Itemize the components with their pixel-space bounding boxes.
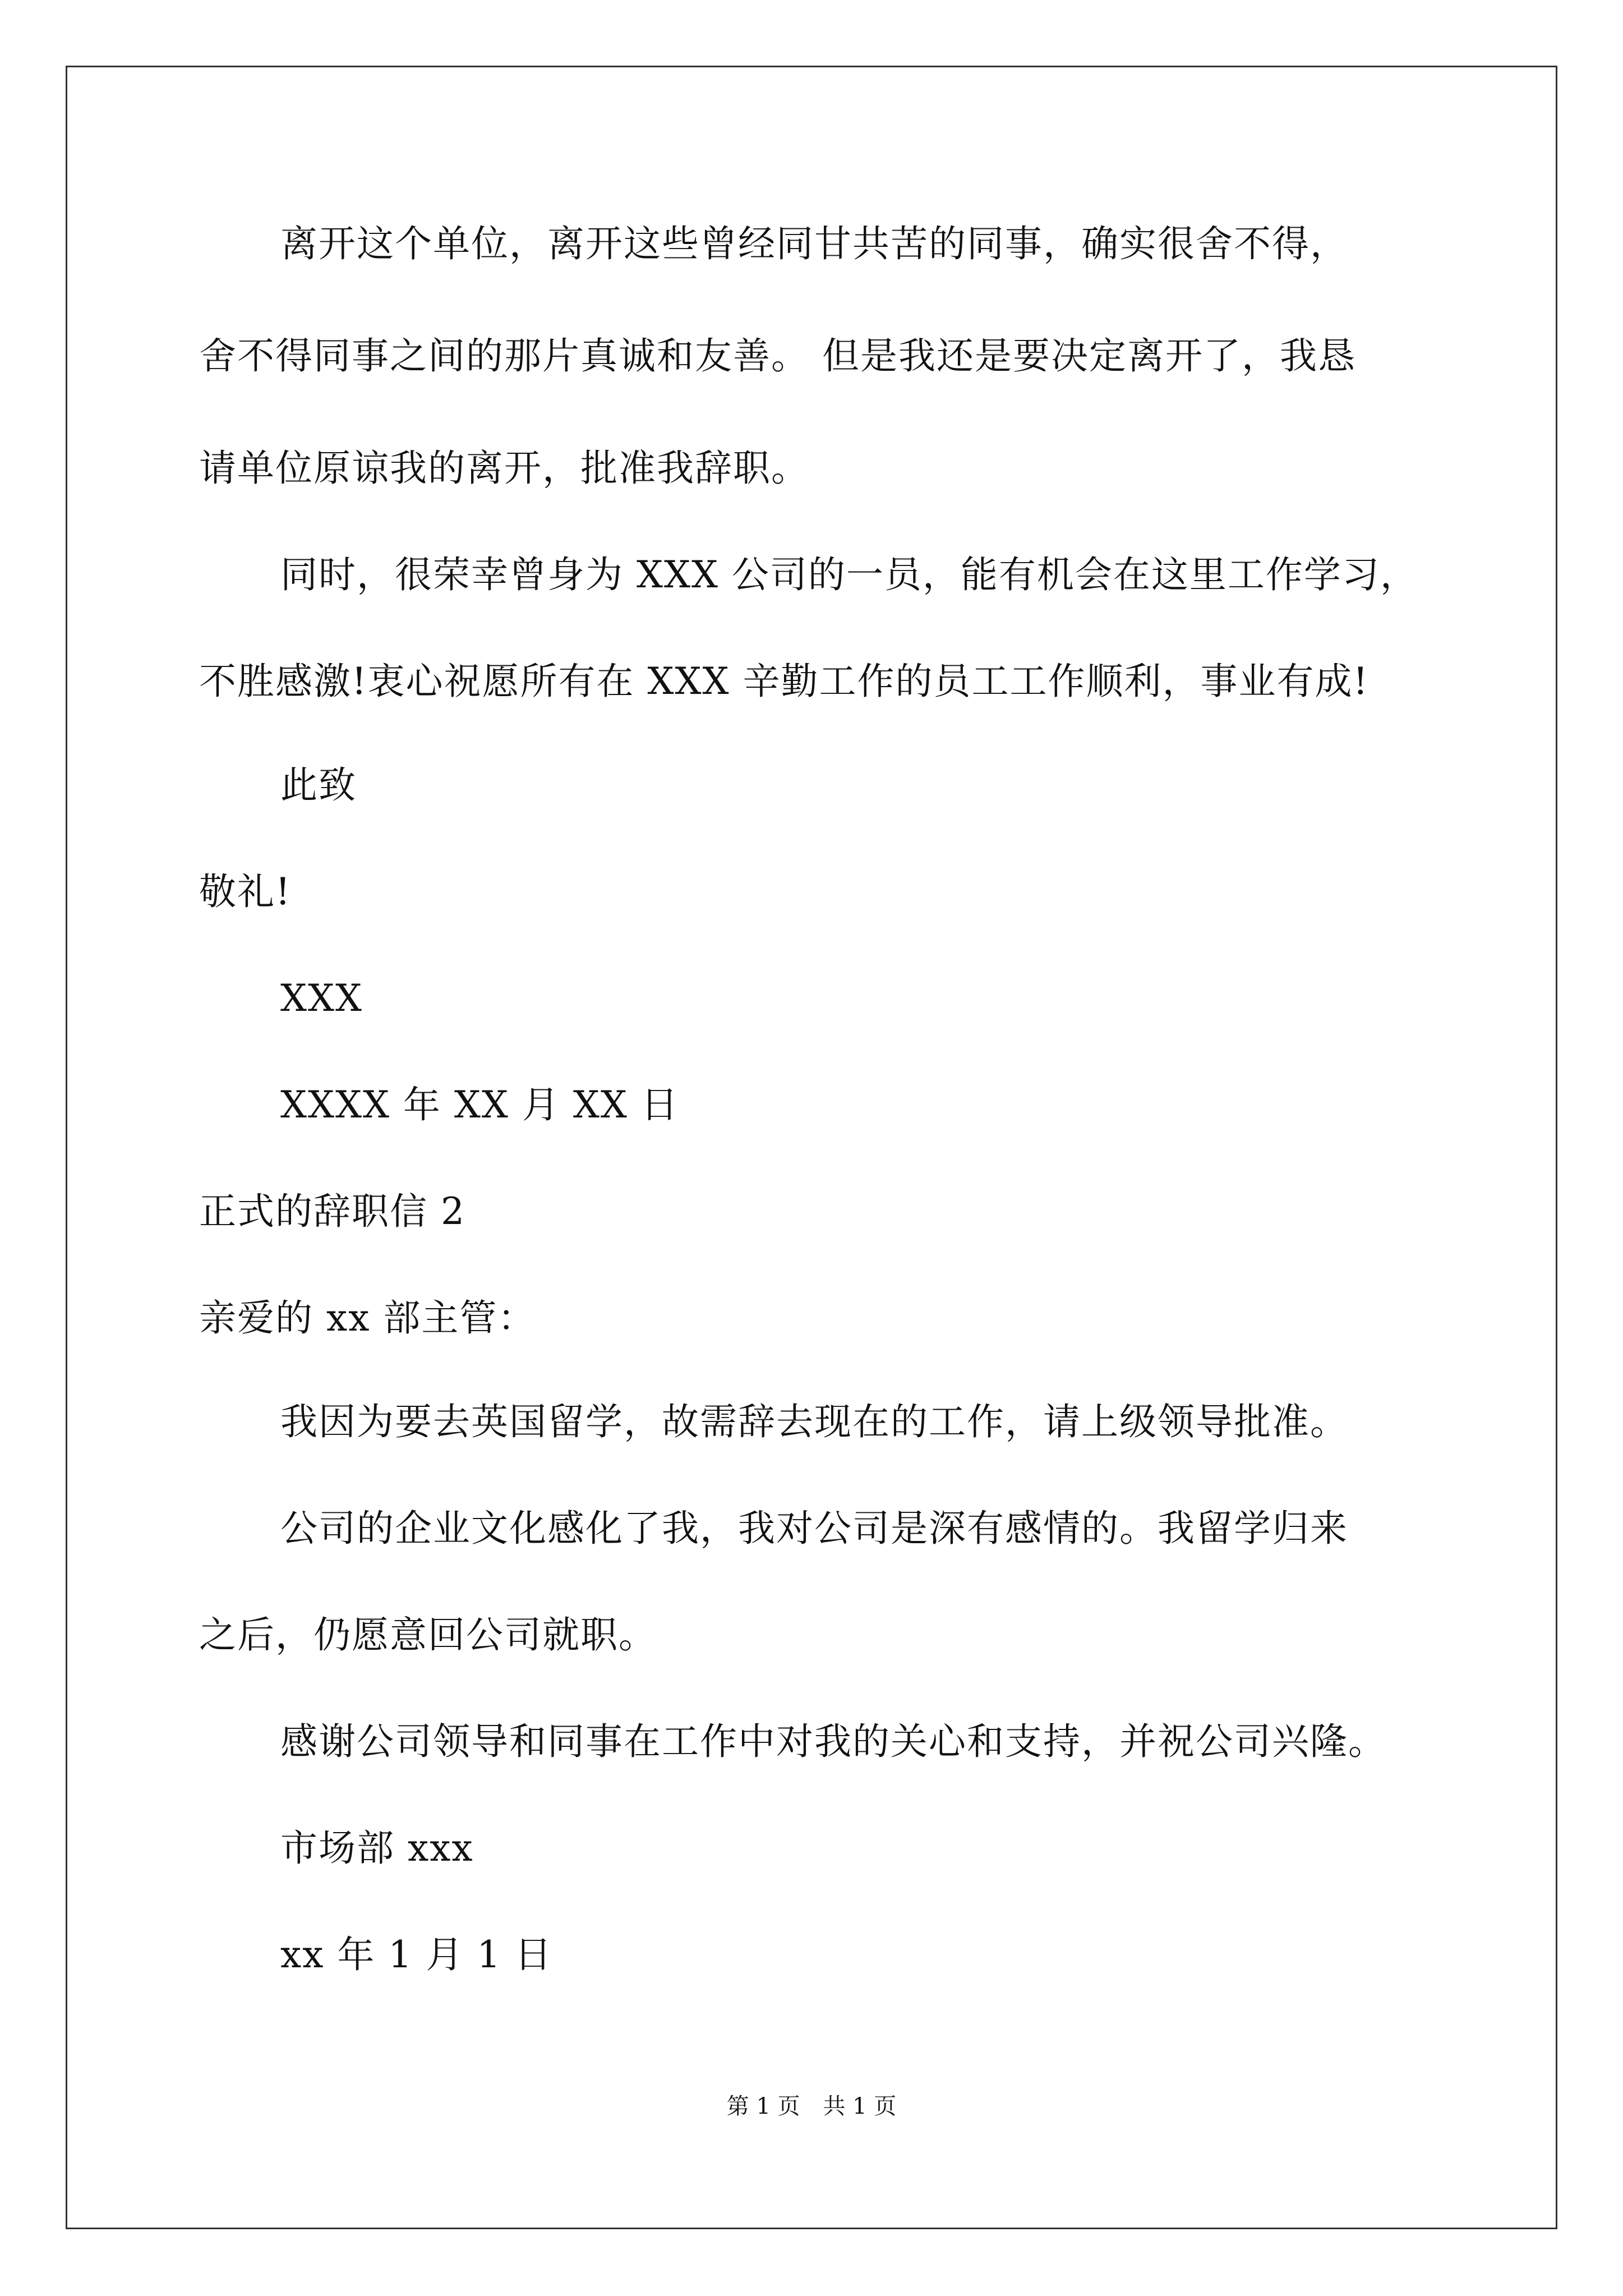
paragraph-line: 同时，很荣幸曾身为 XXX 公司的一员，能有机会在这里工作学习，	[280, 553, 1418, 596]
closing-salutation: 此致	[280, 763, 357, 807]
closing-regards: 敬礼!	[199, 870, 292, 913]
paragraph-line: 舍不得同事之间的那片真诚和友善。 但是我还是要决定离开了，我恳	[199, 334, 1356, 378]
signature-date: XXXX 年 XX 月 XX 日	[280, 1083, 679, 1126]
greeting: 亲爱的 xx 部主管：	[199, 1296, 536, 1340]
signature-date: xx 年 1 月 1 日	[280, 1933, 553, 1976]
page-footer	[0, 2092, 1623, 2120]
signature-department: 市场部 xxx	[280, 1826, 474, 1870]
page-number: 第 1 页	[726, 2093, 800, 2119]
signature-name: XXX	[280, 977, 363, 1020]
paragraph-line: 公司的企业文化感化了我，我对公司是深有感情的。我留学归来	[280, 1507, 1348, 1550]
paragraph-line: 不胜感激!衷心祝愿所有在 XXX 辛勤工作的员工工作顺利，事业有成!	[199, 660, 1369, 703]
paragraph-line: 离开这个单位，离开这些曾经同甘共苦的同事，确实很舍不得，	[280, 222, 1348, 265]
paragraph-line: 之后，仍愿意回公司就职。	[199, 1613, 657, 1657]
page-border	[66, 66, 1557, 2229]
paragraph-line: 我因为要去英国留学，故需辞去现在的工作，请上级领导批准。	[280, 1400, 1348, 1443]
paragraph-line: 感谢公司领导和同事在工作中对我的关心和支持，并祝公司兴隆。	[280, 1720, 1386, 1763]
letter-title: 正式的辞职信 2	[199, 1190, 465, 1233]
page-total: 共 1 页	[823, 2093, 897, 2119]
paragraph-line: 请单位原谅我的离开，批准我辞职。	[199, 447, 809, 490]
